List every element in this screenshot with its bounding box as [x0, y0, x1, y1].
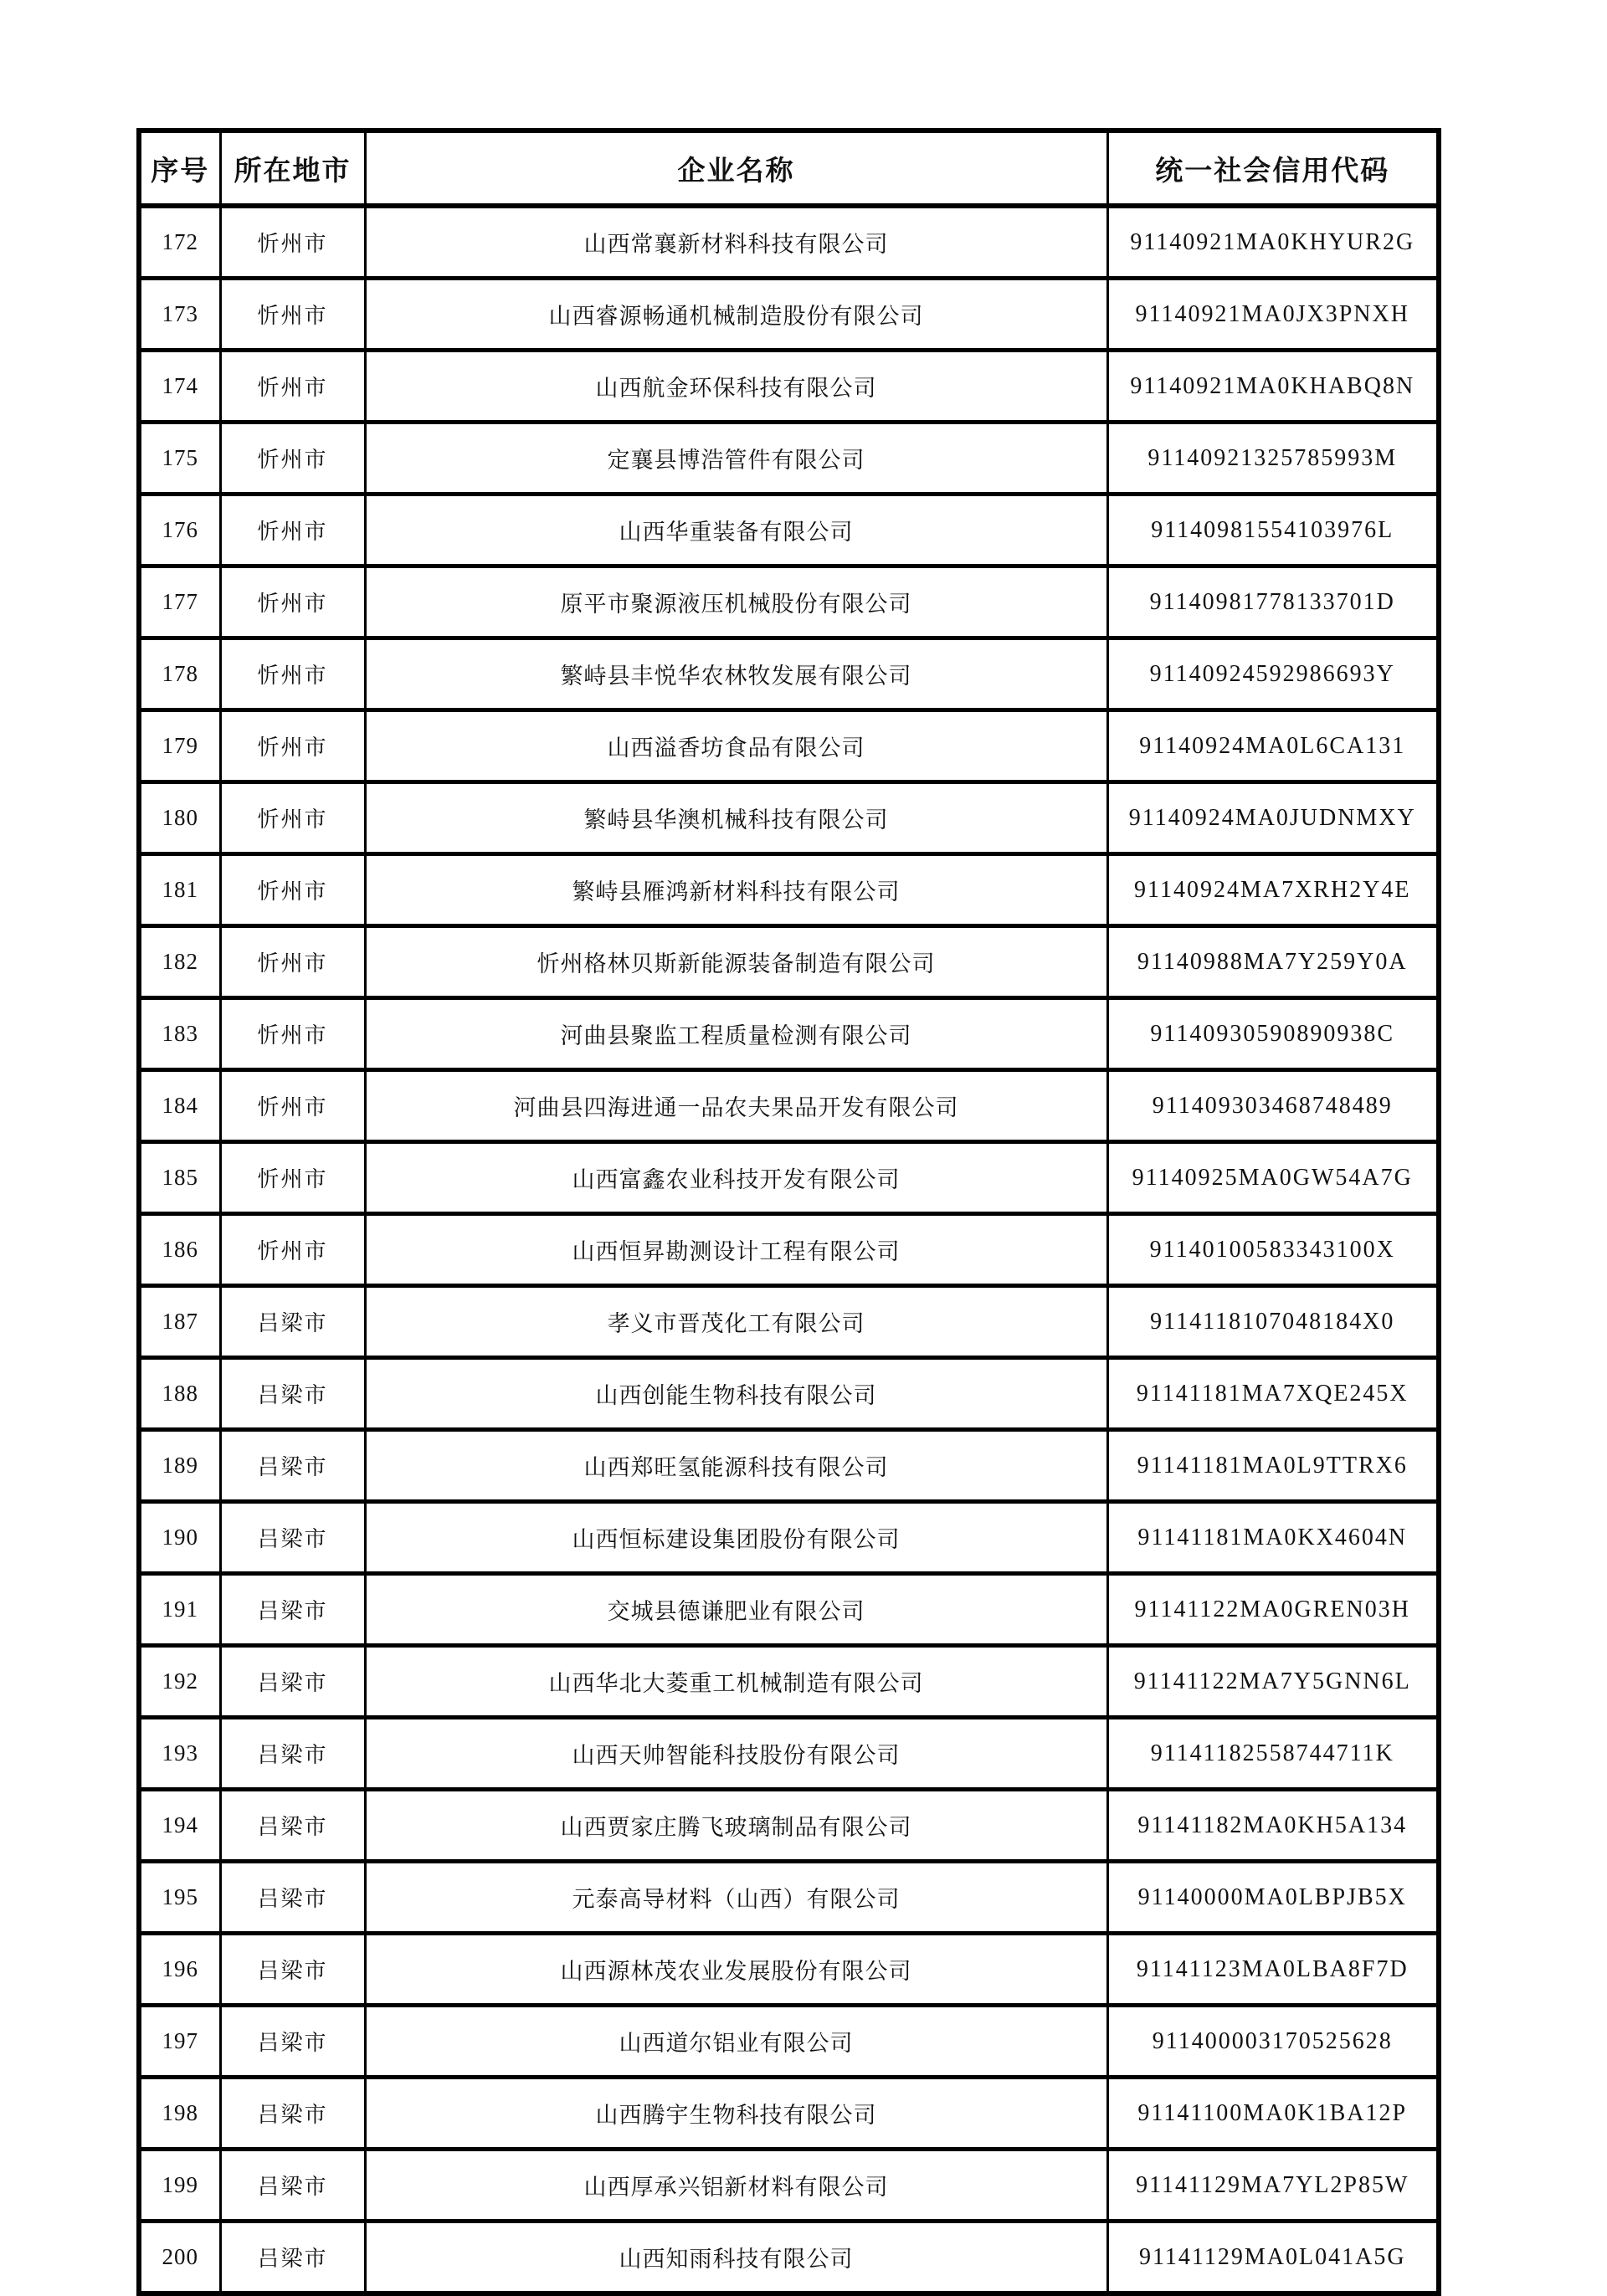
credit-code-cell: 91141129MA7YL2P85W [1107, 2150, 1439, 2222]
credit-code-cell: 91140924MA0L6CA131 [1107, 710, 1439, 782]
serial-number-cell: 192 [139, 1646, 220, 1718]
credit-code-cell: 9114118107048184X0 [1107, 1286, 1439, 1358]
company-name-cell: 山西恒昇勘测设计工程有限公司 [365, 1214, 1107, 1286]
city-cell: 吕梁市 [220, 1286, 365, 1358]
header-company-name: 企业名称 [365, 131, 1107, 206]
company-name-cell: 山西腾宇生物科技有限公司 [365, 2078, 1107, 2150]
company-name-cell: 山西华重装备有限公司 [365, 495, 1107, 566]
company-name-cell: 山西道尔铝业有限公司 [365, 2006, 1107, 2078]
company-name-cell: 山西知雨科技有限公司 [365, 2222, 1107, 2294]
table-row [139, 1430, 1439, 1502]
table-header-row [139, 131, 1439, 206]
serial-number-cell: 173 [139, 279, 220, 351]
serial-number-cell: 188 [139, 1358, 220, 1430]
table-row [139, 854, 1439, 926]
city-cell: 忻州市 [220, 351, 365, 423]
credit-code-cell: 91140100583343100X [1107, 1214, 1439, 1286]
city-cell: 吕梁市 [220, 1862, 365, 1934]
credit-code-cell: 91140981778133701D [1107, 566, 1439, 638]
company-name-cell: 繁峙县丰悦华农林牧发展有限公司 [365, 638, 1107, 710]
city-cell: 吕梁市 [220, 1718, 365, 1790]
table-row [139, 1574, 1439, 1646]
table-row [139, 638, 1439, 710]
serial-number-cell: 184 [139, 1070, 220, 1142]
table-row [139, 1142, 1439, 1214]
credit-code-cell: 91141122MA7Y5GNN6L [1107, 1646, 1439, 1718]
table-row [139, 1286, 1439, 1358]
serial-number-cell: 190 [139, 1502, 220, 1574]
city-cell: 忻州市 [220, 566, 365, 638]
company-name-cell: 忻州格林贝斯新能源装备制造有限公司 [365, 926, 1107, 998]
table-row [139, 1790, 1439, 1862]
credit-code-cell: 91140921325785993M [1107, 423, 1439, 495]
serial-number-cell: 197 [139, 2006, 220, 2078]
serial-number-cell: 195 [139, 1862, 220, 1934]
city-cell: 吕梁市 [220, 1502, 365, 1574]
company-name-cell: 原平市聚源液压机械股份有限公司 [365, 566, 1107, 638]
city-cell: 吕梁市 [220, 2078, 365, 2150]
company-credit-code-table [136, 128, 1441, 2296]
city-cell: 忻州市 [220, 710, 365, 782]
credit-code-cell: 91140925MA0GW54A7G [1107, 1142, 1439, 1214]
company-name-cell: 山西睿源畅通机械制造股份有限公司 [365, 279, 1107, 351]
serial-number-cell: 191 [139, 1574, 220, 1646]
credit-code-cell: 91140930590890938C [1107, 998, 1439, 1070]
city-cell: 吕梁市 [220, 2222, 365, 2294]
serial-number-cell: 177 [139, 566, 220, 638]
credit-code-cell: 91141122MA0GREN03H [1107, 1574, 1439, 1646]
city-cell: 吕梁市 [220, 1790, 365, 1862]
table-row [139, 1718, 1439, 1790]
company-name-cell: 山西天帅智能科技股份有限公司 [365, 1718, 1107, 1790]
serial-number-cell: 176 [139, 495, 220, 566]
serial-number-cell: 178 [139, 638, 220, 710]
city-cell: 忻州市 [220, 782, 365, 854]
table-row [139, 2078, 1439, 2150]
city-cell: 忻州市 [220, 206, 365, 279]
serial-number-cell: 193 [139, 1718, 220, 1790]
city-cell: 吕梁市 [220, 1646, 365, 1718]
table-row [139, 566, 1439, 638]
table-row [139, 495, 1439, 566]
table-row [139, 2222, 1439, 2294]
company-name-cell: 山西创能生物科技有限公司 [365, 1358, 1107, 1430]
credit-code-cell: 91141181MA7XQE245X [1107, 1358, 1439, 1430]
company-name-cell: 山西华北大菱重工机械制造有限公司 [365, 1646, 1107, 1718]
company-name-cell: 山西航金环保科技有限公司 [365, 351, 1107, 423]
credit-code-cell: 91141181MA0KX4604N [1107, 1502, 1439, 1574]
credit-code-cell: 91141129MA0L041A5G [1107, 2222, 1439, 2294]
credit-code-cell: 91140924MA7XRH2Y4E [1107, 854, 1439, 926]
serial-number-cell: 198 [139, 2078, 220, 2150]
credit-code-cell: 91140921MA0KHYUR2G [1107, 206, 1439, 279]
credit-code-cell: 91140924592986693Y [1107, 638, 1439, 710]
table-row [139, 1646, 1439, 1718]
company-name-cell: 山西贾家庄腾飞玻璃制品有限公司 [365, 1790, 1107, 1862]
city-cell: 忻州市 [220, 1142, 365, 1214]
table-row [139, 926, 1439, 998]
serial-number-cell: 183 [139, 998, 220, 1070]
serial-number-cell: 179 [139, 710, 220, 782]
credit-code-cell: 91141181MA0L9TTRX6 [1107, 1430, 1439, 1502]
company-name-cell: 山西富鑫农业科技开发有限公司 [365, 1142, 1107, 1214]
city-cell: 忻州市 [220, 279, 365, 351]
table-row [139, 351, 1439, 423]
company-name-cell: 山西郑旺氢能源科技有限公司 [365, 1430, 1107, 1502]
credit-code-cell: 91141100MA0K1BA12P [1107, 2078, 1439, 2150]
company-name-cell: 河曲县四海进通一品农夫果品开发有限公司 [365, 1070, 1107, 1142]
city-cell: 吕梁市 [220, 1574, 365, 1646]
table-row [139, 1502, 1439, 1574]
company-name-cell: 定襄县博浩管件有限公司 [365, 423, 1107, 495]
table-row [139, 998, 1439, 1070]
serial-number-cell: 180 [139, 782, 220, 854]
serial-number-cell: 194 [139, 1790, 220, 1862]
credit-code-cell: 91140981554103976L [1107, 495, 1439, 566]
serial-number-cell: 182 [139, 926, 220, 998]
city-cell: 吕梁市 [220, 1358, 365, 1430]
serial-number-cell: 200 [139, 2222, 220, 2294]
credit-code-cell: 91141123MA0LBA8F7D [1107, 1934, 1439, 2006]
credit-code-cell: 91141182558744711K [1107, 1718, 1439, 1790]
city-cell: 忻州市 [220, 638, 365, 710]
serial-number-cell: 175 [139, 423, 220, 495]
table-row [139, 2150, 1439, 2222]
table-row [139, 710, 1439, 782]
company-name-cell: 山西厚承兴铝新材料有限公司 [365, 2150, 1107, 2222]
city-cell: 忻州市 [220, 998, 365, 1070]
company-name-cell: 交城县德谦肥业有限公司 [365, 1574, 1107, 1646]
table-header [139, 131, 1439, 206]
credit-code-cell: 911400003170525628 [1107, 2006, 1439, 2078]
company-name-cell: 繁峙县华澳机械科技有限公司 [365, 782, 1107, 854]
serial-number-cell: 189 [139, 1430, 220, 1502]
serial-number-cell: 186 [139, 1214, 220, 1286]
city-cell: 吕梁市 [220, 2006, 365, 2078]
serial-number-cell: 196 [139, 1934, 220, 2006]
city-cell: 忻州市 [220, 926, 365, 998]
credit-code-cell: 91140921MA0KHABQ8N [1107, 351, 1439, 423]
table-row [139, 206, 1439, 279]
credit-code-cell: 911409303468748489 [1107, 1070, 1439, 1142]
credit-code-cell: 91140988MA7Y259Y0A [1107, 926, 1439, 998]
city-cell: 忻州市 [220, 1070, 365, 1142]
table-row [139, 423, 1439, 495]
table-row [139, 782, 1439, 854]
serial-number-cell: 174 [139, 351, 220, 423]
serial-number-cell: 172 [139, 206, 220, 279]
serial-number-cell: 187 [139, 1286, 220, 1358]
company-name-cell: 山西常襄新材料科技有限公司 [365, 206, 1107, 279]
company-name-cell: 元泰高导材料（山西）有限公司 [365, 1862, 1107, 1934]
city-cell: 吕梁市 [220, 1934, 365, 2006]
serial-number-cell: 199 [139, 2150, 220, 2222]
credit-code-cell: 91140921MA0JX3PNXH [1107, 279, 1439, 351]
credit-code-cell: 91140924MA0JUDNMXY [1107, 782, 1439, 854]
company-name-cell: 山西溢香坊食品有限公司 [365, 710, 1107, 782]
company-name-cell: 繁峙县雁鸿新材料科技有限公司 [365, 854, 1107, 926]
city-cell: 忻州市 [220, 495, 365, 566]
city-cell: 吕梁市 [220, 2150, 365, 2222]
header-city: 所在地市 [220, 131, 365, 206]
serial-number-cell: 185 [139, 1142, 220, 1214]
table-row [139, 2006, 1439, 2078]
city-cell: 忻州市 [220, 423, 365, 495]
table-body [139, 206, 1439, 2293]
header-serial-number: 序号 [139, 131, 220, 206]
credit-code-cell: 91140000MA0LBPJB5X [1107, 1862, 1439, 1934]
city-cell: 忻州市 [220, 854, 365, 926]
table-row [139, 1862, 1439, 1934]
table-row [139, 279, 1439, 351]
company-name-cell: 孝义市晋茂化工有限公司 [365, 1286, 1107, 1358]
company-name-cell: 山西源林茂农业发展股份有限公司 [365, 1934, 1107, 2006]
serial-number-cell: 181 [139, 854, 220, 926]
city-cell: 吕梁市 [220, 1430, 365, 1502]
table-row [139, 1214, 1439, 1286]
company-name-cell: 山西恒标建设集团股份有限公司 [365, 1502, 1107, 1574]
table-row [139, 1934, 1439, 2006]
header-credit-code: 统一社会信用代码 [1107, 131, 1439, 206]
credit-code-cell: 91141182MA0KH5A134 [1107, 1790, 1439, 1862]
table-row [139, 1070, 1439, 1142]
city-cell: 忻州市 [220, 1214, 365, 1286]
company-name-cell: 河曲县聚监工程质量检测有限公司 [365, 998, 1107, 1070]
table-row [139, 1358, 1439, 1430]
